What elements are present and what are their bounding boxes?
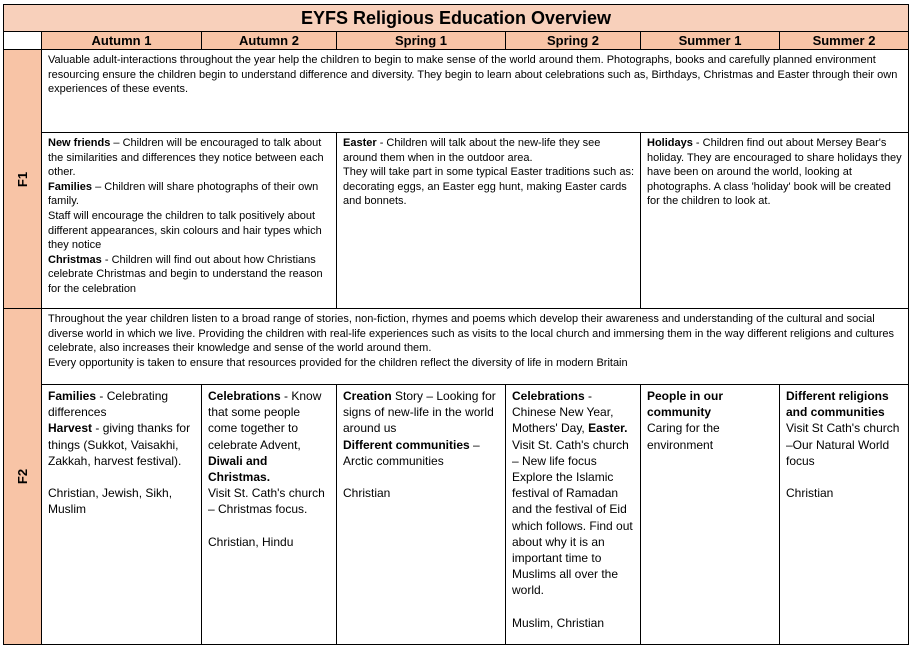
header-summer-2: Summer 2 [779,31,909,50]
page-title: EYFS Religious Education Overview [3,4,909,32]
overview-table [3,4,909,645]
f2-autumn-2-cell: Celebrations - Know that some people come together to celebrate Advent, Diwali and Christmas. Visit St. Cath's church – Christmas focus. Christian, Hindu [201,384,337,645]
f2-autumn-1-cell: Families - Celebrating differences Harvest - giving thanks for things (Sukkot, Vaisakhi, Zakkah, harvest festival). Christian, Jewish, Sikh, Muslim [41,384,202,645]
header-autumn-2: Autumn 2 [201,31,337,50]
f2-intro: Throughout the year children listen to a broad range of stories, non-fiction, rhymes and poems which develop their awareness and understanding of the cultural and social diverse world in which we live. Providing the children with real-life experiences such as visits to the local church and immersing them in the way different religions and cultures celebrate, also increases their knowledge and sense of the world around them. Every opportunity is taken to ensure that resources provided for the children reflect the diversity of life in modern Britain [41,308,909,385]
row-label-f1: F1 [3,49,42,309]
f1-summer-cell: Holidays - Children find out about Mersey Bear's holiday. They are encouraged to share holidays they have been on around the world, looking at photographs. A class 'holiday' book will be created for the children to look at. [640,132,909,309]
f2-summer-2-cell: Different religions and communities Visit St Cath's church –Our Natural World focus Christian [779,384,909,645]
f2-summer-1-cell: People in our community Caring for the environment [640,384,780,645]
header-summer-1: Summer 1 [640,31,780,50]
f1-autumn-cell: New friends – Children will be encouraged to talk about the similarities and differences they notice between each other. Families – Children will share photographs of their own family. Staff will encourage the children to talk positively about different appearances, skin colours and hair types which they notice Christmas - Children will find out about how Christians celebrate Christmas and begin to understand the reason for the celebration [41,132,337,309]
header-autumn-1: Autumn 1 [41,31,202,50]
f2-spring-1-cell: Creation Story – Looking for signs of new-life in the world around us Different communities – Arctic communities Christian [336,384,506,645]
header-spring-1: Spring 1 [336,31,506,50]
f2-spring-2-cell: Celebrations - Chinese New Year, Mothers' Day, Easter. Visit St. Cath's church – New life focus Explore the Islamic festival of Ramadan and the festival of Eid which follows. Find out about why it is an important time to Muslims all over the world. Muslim, Christian [505,384,641,645]
f1-spring-cell: Easter - Children will talk about the new-life they see around them when in the outdoor area. They will take part in some typical Easter traditions such as: decorating eggs, an Easter egg hunt, making Easter cards and bonnets. [336,132,641,309]
corner-cell [3,31,42,50]
f1-intro: Valuable adult-interactions throughout the year help the children to begin to make sense of the world around them. Photographs, books and carefully planned environment resourcing ensure the children begin to understand difference and diversity. They begin to learn about celebrations such as, Birthdays, Christmas and Easter through their own experiences of these events. [41,49,909,133]
row-label-f2: F2 [3,308,42,645]
header-spring-2: Spring 2 [505,31,641,50]
